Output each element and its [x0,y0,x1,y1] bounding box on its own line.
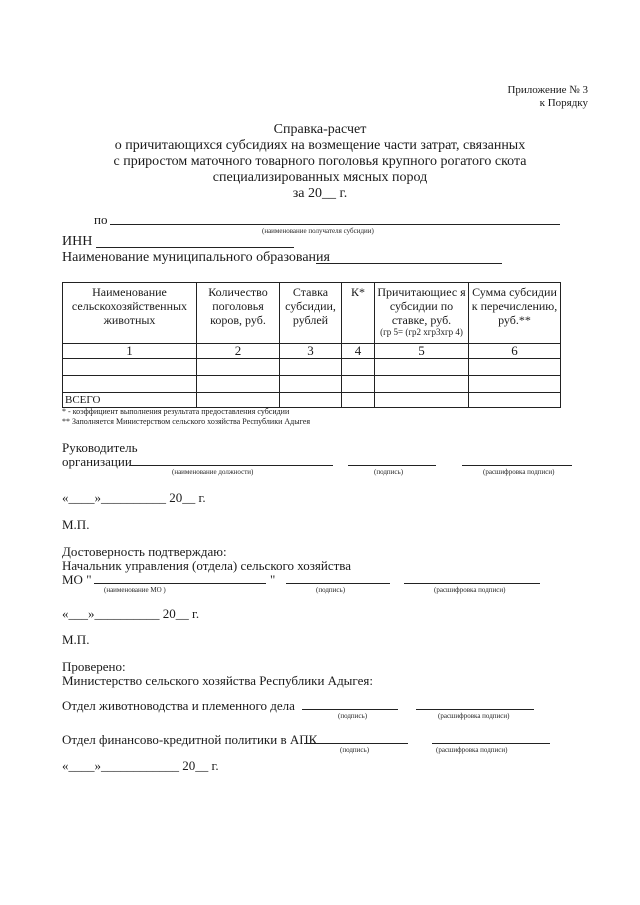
head-position-field[interactable] [129,465,333,466]
table-cell[interactable] [469,359,561,376]
table-cell[interactable] [342,393,375,408]
recipient-caption: (наименование получателя субсидии) [262,227,374,235]
footnote-ministry: ** Заполняется Министерством сельского хозяйства Республики Адыгея [62,417,310,426]
title-line-4: специализированных мясных пород [212,170,428,185]
col-header-coefficient: К* [342,283,375,344]
table-cell[interactable] [280,393,342,408]
title-year: за 20__ г. [292,186,348,201]
dept-finance-label: Отдел финансово-кредитной политики в АПК [62,732,318,747]
confirm-signature-field[interactable] [286,583,390,584]
table-cell[interactable] [469,393,561,408]
dept-livestock-signature-field[interactable] [302,709,398,710]
table-cell[interactable] [375,393,469,408]
head-title-line1: Руководитель [62,440,138,455]
column-number: 6 [469,344,561,359]
table-cell[interactable] [280,359,342,376]
dept-livestock-decode-field[interactable] [416,709,534,710]
dept-finance-signature-caption: (подпись) [340,746,370,754]
table-header-row [63,283,561,344]
column-number: 1 [63,344,197,359]
col-header-transfer-sum: Сумма субсидии к перечислению, руб.** [469,283,561,344]
dept-finance-signature-field[interactable] [304,743,408,744]
confirm-decode-field[interactable] [404,583,540,584]
mo-suffix: " [270,572,276,587]
col-header-formula: (гр 5= (гр2 хгр3хгр 4) [380,327,463,337]
municipality-field[interactable] [316,263,502,264]
table-total-row [63,393,561,408]
column-number: 5 [375,344,469,359]
checked-ministry: Министерство сельского хозяйства Республики Адыгея: [62,673,373,688]
table-cell[interactable] [197,393,280,408]
column-number: 4 [342,344,375,359]
head-title-line2: организации [62,454,132,469]
dept-livestock-decode-caption: (расшифровка подписи) [438,712,510,720]
mo-name-field[interactable] [94,583,266,584]
checked-date[interactable]: «____»____________ 20__ г. [62,758,219,773]
dept-livestock-signature-caption: (подпись) [338,712,368,720]
confirm-decode-caption: (расшифровка подписи) [434,586,506,594]
table-cell[interactable] [280,376,342,393]
head-decode-caption: (расшифровка подписи) [483,468,555,476]
table-cell[interactable] [375,359,469,376]
table-cell[interactable] [342,359,375,376]
inn-label: ИНН [62,234,93,249]
table-cell[interactable] [342,376,375,393]
recipient-label: по [94,212,108,227]
footnote-coefficient: * - коэффициент выполнения результата предоставления субсидии [62,407,290,416]
col-header-rate: Ставка субсидии, рублей [280,283,342,344]
mo-prefix: МО " [62,572,92,587]
head-signature-caption: (подпись) [374,468,404,476]
title-line-2: о причитающихся субсидиях на возмещение части затрат, связанных [114,138,526,153]
table-cell[interactable] [63,376,197,393]
table-cell[interactable] [63,359,197,376]
col-header-due-subsidy [375,283,469,344]
inn-field[interactable] [96,247,294,248]
appendix-reference: к Порядку [539,97,588,109]
head-signature-field[interactable] [348,465,436,466]
document-title: Справка-расчет [273,122,367,137]
title-line-3: с приростом маточного товарного поголовья крупного рогатого скота [113,154,527,169]
col-header-livestock-count: Количество поголовья коров, руб. [197,283,280,344]
total-label: ВСЕГО [63,393,197,408]
col-header-animals: Наименование сельскохозяйственных животных [63,283,197,344]
appendix-number: Приложение № 3 [507,84,588,96]
table-cell[interactable] [197,376,280,393]
table-cell[interactable] [375,376,469,393]
subsidy-table [62,282,561,408]
recipient-field[interactable] [110,224,560,225]
dept-finance-decode-caption: (расшифровка подписи) [436,746,508,754]
head-decode-field[interactable] [462,465,572,466]
table-row [63,359,561,376]
head-position-caption: (наименование должности) [172,468,254,476]
col-header-due-subsidy-label: Причитающиес я субсидии по ставке, руб. [377,285,466,327]
column-number: 2 [197,344,280,359]
stamp-place-1: М.П. [62,517,90,532]
municipality-label: Наименование муниципального образования [62,250,330,265]
mo-name-caption: (наименование МО ) [104,586,166,594]
column-number-row [63,344,561,359]
table-cell[interactable] [469,376,561,393]
table-cell[interactable] [197,359,280,376]
confirm-signature-caption: (подпись) [316,586,346,594]
column-number: 3 [280,344,342,359]
head-date[interactable]: «____»__________ 20__ г. [62,490,206,505]
stamp-place-2: М.П. [62,632,90,647]
confirm-heading: Достоверность подтверждаю: [62,544,227,559]
dept-livestock-label: Отдел животноводства и племенного дела [62,698,295,713]
dept-finance-decode-field[interactable] [432,743,550,744]
confirm-position: Начальник управления (отдела) сельского хозяйства [62,558,352,573]
checked-heading: Проверено: [62,659,126,674]
confirm-date[interactable]: «___»__________ 20__ г. [62,606,200,621]
table-row [63,376,561,393]
